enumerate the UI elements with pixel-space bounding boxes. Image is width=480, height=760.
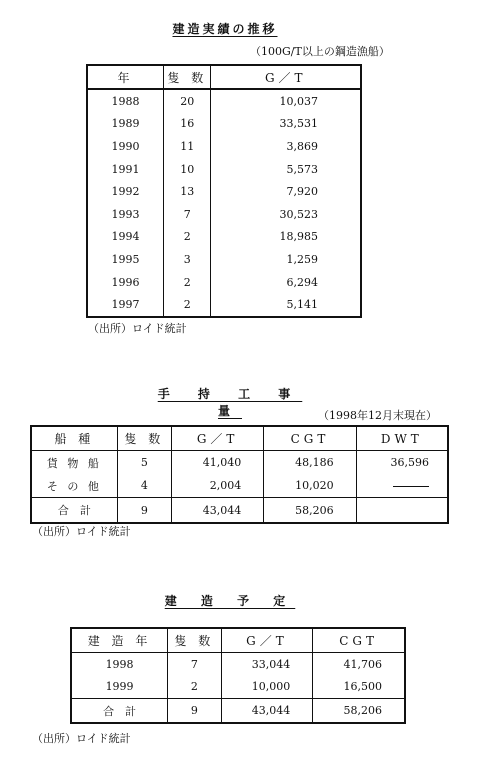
dwt-cell: 36,596 xyxy=(356,451,448,475)
ship-type-cell: 貨 物 船 xyxy=(46,456,102,470)
year-cell: 1996 xyxy=(111,275,140,289)
date-note: （1998年12月末現在） xyxy=(318,409,437,422)
backlog-title: 手 持 工 事 量 xyxy=(157,387,303,418)
gt-cell: 33,531 xyxy=(211,113,361,136)
total-label: 合 計 xyxy=(31,498,117,524)
column-header-cgt: CGT xyxy=(264,426,356,451)
gt-cell: 10,000 xyxy=(221,676,313,699)
column-header-count: 隻 数 xyxy=(168,628,221,653)
construction-record-table xyxy=(86,64,362,318)
count-cell: 10 xyxy=(164,158,211,181)
gt-cell: 6,294 xyxy=(211,271,361,294)
table-header-row xyxy=(31,426,448,451)
cgt-cell: 41,706 xyxy=(313,653,405,676)
table-row xyxy=(87,180,361,203)
count-cell: 20 xyxy=(164,89,211,113)
table-row xyxy=(71,653,405,676)
count-cell: 13 xyxy=(164,180,211,203)
year-cell: 1990 xyxy=(111,139,140,153)
total-cgt: 58,206 xyxy=(313,699,405,724)
column-header-gt: G／T xyxy=(171,426,263,451)
column-header-dwt: DWT xyxy=(356,426,448,451)
gt-cell: 7,920 xyxy=(211,180,361,203)
count-cell: 11 xyxy=(164,135,211,158)
count-cell: 3 xyxy=(164,248,211,271)
gt-cell: 33,044 xyxy=(221,653,313,676)
count-cell: 5 xyxy=(117,451,171,475)
cgt-cell: 10,020 xyxy=(264,474,356,498)
year-cell: 1992 xyxy=(111,185,140,199)
column-header-count: 隻 数 xyxy=(164,65,211,89)
count-cell: 7 xyxy=(168,653,221,676)
build-year-cell: 1998 xyxy=(105,657,134,671)
gt-cell: 5,141 xyxy=(211,293,361,317)
ship-type-cell: そ の 他 xyxy=(46,479,102,493)
column-header-gt: G／T xyxy=(221,628,313,653)
construction-plan-table xyxy=(70,627,406,724)
gt-cell: 5,573 xyxy=(211,158,361,181)
source-note: （出所）ロイド統計 xyxy=(32,732,131,745)
table-row xyxy=(87,248,361,271)
table-row xyxy=(87,89,361,113)
total-count: 9 xyxy=(117,498,171,524)
dash-mark xyxy=(393,486,429,487)
table-row xyxy=(87,113,361,136)
column-header-count: 隻 数 xyxy=(117,426,171,451)
table-header-row xyxy=(87,65,361,89)
count-cell: 2 xyxy=(168,676,221,699)
table-row xyxy=(31,474,448,498)
total-gt: 43,044 xyxy=(171,498,263,524)
cgt-cell: 48,186 xyxy=(264,451,356,475)
gt-cell: 30,523 xyxy=(211,203,361,226)
count-cell: 4 xyxy=(117,474,171,498)
table-row xyxy=(87,293,361,317)
table-row xyxy=(87,271,361,294)
total-dwt xyxy=(356,498,448,524)
year-cell: 1993 xyxy=(111,207,140,221)
gt-cell: 18,985 xyxy=(211,226,361,249)
count-cell: 7 xyxy=(164,203,211,226)
count-cell: 2 xyxy=(164,293,211,317)
column-header-cgt: CGT xyxy=(313,628,405,653)
count-cell: 16 xyxy=(164,113,211,136)
year-cell: 1988 xyxy=(111,94,140,108)
column-header-year: 年 xyxy=(87,65,164,89)
total-cgt: 58,206 xyxy=(264,498,356,524)
gt-cell: 3,869 xyxy=(211,135,361,158)
gt-cell: 10,037 xyxy=(211,89,361,113)
total-row xyxy=(71,699,405,724)
source-note: （出所）ロイド統計 xyxy=(32,525,131,538)
year-cell: 1994 xyxy=(111,230,140,244)
year-cell: 1991 xyxy=(111,162,140,176)
column-header-build-year: 建 造 年 xyxy=(71,628,168,653)
count-cell: 2 xyxy=(164,271,211,294)
table-row xyxy=(71,676,405,699)
source-note: （出所）ロイド統計 xyxy=(88,322,187,335)
year-cell: 1995 xyxy=(111,252,140,266)
gt-cell: 2,004 xyxy=(171,474,263,498)
backlog-table xyxy=(30,425,449,524)
table-row xyxy=(87,135,361,158)
column-header-gt: G／T xyxy=(211,65,361,89)
construction-record-title: 建造実績の推移 xyxy=(172,22,278,36)
cgt-cell: 16,500 xyxy=(313,676,405,699)
table-header-row xyxy=(71,628,405,653)
dwt-empty-cell xyxy=(356,474,448,498)
year-cell: 1997 xyxy=(111,298,140,312)
total-row xyxy=(31,498,448,524)
gt-cell: 41,040 xyxy=(171,451,263,475)
gt-cell: 1,259 xyxy=(211,248,361,271)
total-label: 合 計 xyxy=(71,699,168,724)
total-gt: 43,044 xyxy=(221,699,313,724)
unit-note: （100G/T以上の鋼造漁船） xyxy=(250,45,390,58)
build-year-cell: 1999 xyxy=(105,680,134,694)
construction-plan-title: 建 造 予 定 xyxy=(164,594,296,608)
column-header-ship-type: 船 種 xyxy=(31,426,117,451)
table-row xyxy=(31,451,448,475)
table-row xyxy=(87,203,361,226)
table-row xyxy=(87,158,361,181)
year-cell: 1989 xyxy=(111,117,140,131)
table-row xyxy=(87,226,361,249)
count-cell: 2 xyxy=(164,226,211,249)
total-count: 9 xyxy=(168,699,221,724)
